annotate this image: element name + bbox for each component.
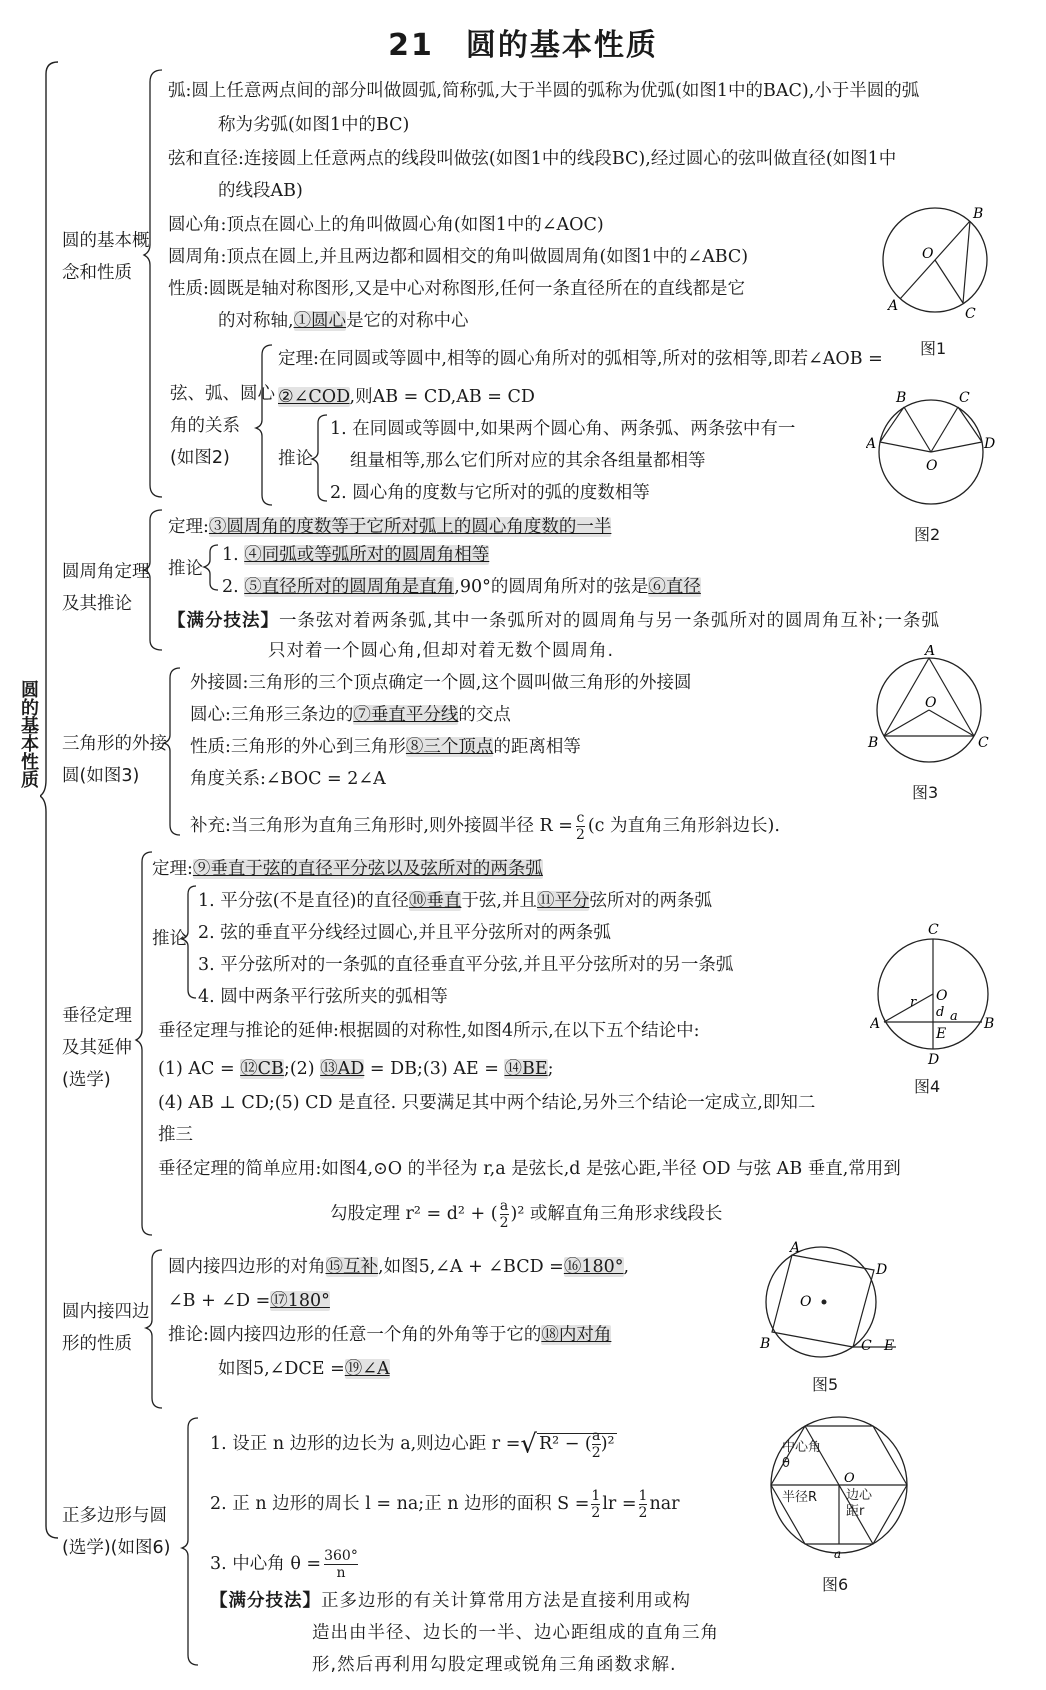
text: (1) AC = xyxy=(158,1059,241,1079)
answer-1: ①圆心 xyxy=(293,311,347,331)
label-line: (选学)(如图6) xyxy=(62,1538,171,1558)
section-label-cyclic-quad xyxy=(62,1296,150,1360)
s3-tip-a xyxy=(168,610,940,632)
s1-chord-line-b: 的线段AB) xyxy=(218,181,303,201)
section-label-text: 圆的基本概念和性质 xyxy=(62,231,150,283)
answer-16: ⑯180° xyxy=(563,1257,624,1277)
s5-results-1 xyxy=(158,1058,554,1080)
s2-corollary-1b: 组量相等,那么它们所对应的其余各组量都相等 xyxy=(350,451,706,471)
figure-4 xyxy=(870,922,1000,1072)
s3-theorem xyxy=(168,516,611,538)
text: R² − ( xyxy=(538,1434,592,1454)
text: 推论:圆内接四边形的任意一个角的外角等于它的 xyxy=(168,1325,542,1345)
numerator: a xyxy=(592,1428,601,1444)
point-label: A xyxy=(790,1240,801,1256)
text: 性质:三角形的外心到三角形 xyxy=(190,737,406,757)
text: 于弦,并且 xyxy=(461,891,537,911)
denominator: 2 xyxy=(575,827,585,843)
s7-line-3 xyxy=(210,1548,361,1581)
s5-corollary-2: 2. 弦的垂直平分线经过圆心,并且平分弦所对的两条弧 xyxy=(198,923,611,943)
text: 1. 设正 n 边形的边长为 a,则边心距 r = xyxy=(210,1434,521,1454)
section-label-polygon xyxy=(62,1500,170,1564)
s4-line-5 xyxy=(190,810,780,843)
s6-line-1 xyxy=(168,1256,629,1278)
text: 2. xyxy=(222,577,245,597)
text: 的距离相等 xyxy=(493,737,581,757)
point-label: A xyxy=(888,298,899,314)
s1-property-b xyxy=(218,310,469,332)
text: lr = xyxy=(602,1494,637,1514)
s2-corollary-1a: 1. 在同圆或等圆中,如果两个圆心角、两条弧、两条弦中有一 xyxy=(330,419,796,439)
answer-3: ③圆周角的度数等于它所对弧上的圆心角度数的一半 xyxy=(208,517,612,537)
fraction xyxy=(500,1198,509,1231)
s3-corollary-label: 推论 xyxy=(168,559,203,579)
point-label: C xyxy=(928,922,939,938)
text: 弦所对的两条弧 xyxy=(589,891,712,911)
answer-11: ⑪平分 xyxy=(536,891,590,911)
label-line: (选学) xyxy=(62,1070,111,1090)
s5-extension: 垂径定理与推论的延伸:根据圆的对称性,如图4所示,在以下五个结论中: xyxy=(158,1021,700,1041)
denominator: 2 xyxy=(499,1215,509,1231)
point-label: C xyxy=(965,306,976,322)
numerator: a xyxy=(499,1198,509,1214)
label-line: 三角形的外接 xyxy=(62,734,167,754)
point-label: D xyxy=(928,1052,940,1068)
text: )² xyxy=(600,1434,615,1454)
point-label: B xyxy=(973,206,984,222)
text: ,90°的圆周角所对的弦是 xyxy=(454,577,649,597)
answer-7: ⑦垂直平分线 xyxy=(353,705,459,725)
s2-corollary-label: 推论 xyxy=(278,449,313,469)
figure-1 xyxy=(870,200,1000,330)
text: 一条弦对着两条弧,其中一条弧所对的圆周角与另一条弧所对的圆周角互补;一条弧 xyxy=(279,611,940,631)
s1-property-a: 性质:圆既是轴对称图形,又是中心对称图形,任何一条直径所在的直线都是它 xyxy=(168,279,746,299)
text: ; xyxy=(547,1059,554,1079)
s5-corollary-3: 3. 平分弦所对的一条弧的直径垂直平分弦,并且平分弦所对的另一条弧 xyxy=(198,955,734,975)
figure-4-caption: 图4 xyxy=(914,1077,941,1096)
text: 勾股定理 r² = d² + ( xyxy=(330,1204,498,1224)
label-line: 圆(如图3) xyxy=(62,766,140,786)
s7-line-1 xyxy=(210,1428,617,1461)
denominator: 2 xyxy=(591,1505,601,1521)
s2-corollary-2: 2. 圆心角的度数与它所对的弧的度数相等 xyxy=(330,483,650,503)
point-label: A xyxy=(925,645,936,659)
answer-4: ④同弧或等弧所对的圆周角相等 xyxy=(244,545,490,565)
point-label: C xyxy=(861,1338,872,1354)
text: )² 或解直角三角形求线段长 xyxy=(510,1204,723,1224)
figure-5 xyxy=(756,1240,906,1370)
s5-application: 垂径定理的简单应用:如图4,⊙O 的半径为 r,a 是弦长,d 是弦心距,半径 OD 与弦 AB 垂直,常用到 xyxy=(158,1159,901,1179)
figure-2-caption: 图2 xyxy=(914,525,941,544)
point-label: E xyxy=(936,1026,947,1042)
point-label: C xyxy=(978,735,989,751)
page-title: 21 圆的基本性质 xyxy=(388,28,658,63)
answer-19: ⑲∠A xyxy=(344,1359,390,1379)
answer-15: ⑮互补 xyxy=(325,1257,378,1277)
s7-tip-c: 形,然后再利用勾股定理或锐角三角函数求解. xyxy=(312,1655,677,1675)
text: 圆心:三角形三条边的 xyxy=(190,705,354,725)
s3-corollary-2 xyxy=(222,576,701,598)
text: nar xyxy=(649,1494,680,1514)
point-label: B xyxy=(896,390,907,406)
numerator: 1 xyxy=(638,1488,648,1504)
s4-line-1: 外接圆:三角形的三个顶点确定一个圆,这个圆叫做三角形的外接圆 xyxy=(190,673,692,693)
numerator: 360° xyxy=(324,1548,358,1564)
figure-1-caption: 图1 xyxy=(920,339,947,358)
label-line: 角的关系 xyxy=(170,416,240,436)
answer-18: ⑱内对角 xyxy=(541,1325,612,1345)
text: 补充:当三角形为直角三角形时,则外接圆半径 R = xyxy=(190,816,573,836)
text: 如图5,∠DCE = xyxy=(218,1359,345,1379)
label-line: 弦、弧、圆心 xyxy=(170,384,275,404)
figure-3 xyxy=(864,645,994,775)
point-label: B xyxy=(760,1336,771,1352)
text: 的对称轴, xyxy=(218,311,294,331)
point-label: a xyxy=(834,1547,842,1560)
label-line: 圆周角定理 xyxy=(62,562,150,582)
s7-tip-a xyxy=(210,1590,691,1612)
point-label: O xyxy=(844,1471,855,1486)
s5-results-2: (4) AB ⊥ CD;(5) CD 是直径. 只要满足其中两个结论,另外三个结论一定成立,即知二 xyxy=(158,1093,816,1113)
s2-theorem-a: 定理:在同圆或等圆中,相等的圆心角所对的弧相等,所对的弦相等,即若∠AOB = xyxy=(278,349,883,369)
point-label: E xyxy=(884,1338,895,1354)
s6-line-4 xyxy=(218,1358,390,1380)
point-label: d xyxy=(936,1005,945,1020)
numerator: 1 xyxy=(591,1488,601,1504)
label-line: 形的性质 xyxy=(62,1334,132,1354)
figure-3-caption: 图3 xyxy=(912,783,939,802)
text: 的交点 xyxy=(458,705,511,725)
fraction xyxy=(592,1428,601,1461)
figure-2 xyxy=(866,390,996,520)
s6-line-3 xyxy=(168,1324,611,1346)
point-label: D xyxy=(984,436,996,452)
figure-6-caption: 图6 xyxy=(822,1575,849,1594)
section-label-perp-diameter xyxy=(62,1000,132,1096)
s5-corollary-1 xyxy=(198,890,712,912)
text: (c 为直角三角形斜边长). xyxy=(587,816,780,836)
text: 正多边形的有关计算常用方法是直接利用或构 xyxy=(321,1591,691,1611)
denominator: n xyxy=(336,1565,346,1581)
text: ∠B + ∠D = xyxy=(168,1291,271,1311)
figure-6 xyxy=(764,1410,914,1560)
text: 3. 中心角 θ = xyxy=(210,1554,322,1574)
text: ,如图5,∠A + ∠BCD = xyxy=(378,1257,564,1277)
s5-results-3: 推三 xyxy=(158,1125,193,1145)
label-line: 圆内接四边 xyxy=(62,1302,150,1322)
s4-line-4: 角度关系:∠BOC = 2∠A xyxy=(190,769,386,789)
answer-2: ②∠COD xyxy=(278,387,350,407)
answer-13: ⑬AD xyxy=(320,1059,365,1079)
answer-14: ⑭BE xyxy=(504,1059,548,1079)
fraction xyxy=(576,810,585,843)
point-label: O xyxy=(922,246,934,262)
text: 是它的对称中心 xyxy=(346,311,469,331)
text: , xyxy=(623,1257,630,1277)
s3-corollary-1 xyxy=(222,544,489,566)
point-label: O xyxy=(936,988,948,1004)
answer-12: ⑫CB xyxy=(240,1059,284,1079)
point-label: O xyxy=(926,458,938,474)
s7-line-2 xyxy=(210,1488,680,1521)
point-label: a xyxy=(950,1009,958,1024)
denominator: 2 xyxy=(638,1505,648,1521)
fig6-center-angle-label: 中心角θ xyxy=(782,1440,822,1471)
point-label: r xyxy=(910,995,917,1010)
answer-17: ⑰180° xyxy=(270,1291,330,1311)
label-line: (如图2) xyxy=(170,448,230,468)
s5-pythagoras xyxy=(330,1198,722,1231)
label-line: 及其延伸 xyxy=(62,1038,132,1058)
s1-central-angle: 圆心角:顶点在圆心上的角叫做圆心角(如图1中的∠AOC) xyxy=(168,215,604,235)
point-label: B xyxy=(868,735,879,751)
answer-10: ⑩垂直 xyxy=(408,891,462,911)
text: 圆内接四边形的对角 xyxy=(168,1257,326,1277)
answer-9: ⑨垂直于弦的直径平分弦以及弦所对的两条弧 xyxy=(192,859,543,879)
text: 1. xyxy=(222,545,245,565)
tip-label: 【满分技法】 xyxy=(168,611,279,631)
fraction xyxy=(639,1488,648,1521)
s1-arc-line-b: 称为劣弧(如图1中的BC) xyxy=(218,115,410,135)
text: ;(2) xyxy=(283,1059,321,1079)
section-label-circumcircle xyxy=(62,728,167,792)
section-label-inscribed xyxy=(62,556,150,620)
s3-tip-b: 只对着一个圆心角,但却对着无数个圆周角. xyxy=(268,641,615,661)
s2-theorem-b xyxy=(278,386,535,408)
text: 定理: xyxy=(168,517,209,537)
point-label: A xyxy=(870,1016,881,1032)
fraction xyxy=(591,1488,600,1521)
answer-6: ⑥直径 xyxy=(648,577,701,597)
answer-8: ⑧三个顶点 xyxy=(405,737,494,757)
text: = DB;(3) AE = xyxy=(364,1059,505,1079)
label-line: 及其推论 xyxy=(62,594,132,614)
numerator: c xyxy=(576,810,585,826)
section-label-basic xyxy=(62,225,152,289)
s4-line-3 xyxy=(190,736,581,758)
sqrt-sign: √ xyxy=(520,1429,537,1460)
text: 2. 正 n 边形的周长 l = na;正 n 边形的面积 S = xyxy=(210,1494,590,1514)
point-label: C xyxy=(959,390,970,406)
section-label-chord-arc xyxy=(170,378,275,474)
label-line: 垂径定理 xyxy=(62,1006,132,1026)
s5-theorem xyxy=(152,858,543,880)
s7-tip-b: 造出由半径、边长的一半、边心距组成的直角三角 xyxy=(312,1623,719,1643)
s5-corollary-4: 4. 圆中两条平行弦所夹的弧相等 xyxy=(198,987,448,1007)
tip-label: 【满分技法】 xyxy=(210,1591,321,1611)
denominator: 2 xyxy=(591,1445,601,1461)
fig6-apothem-label: 边心距r xyxy=(846,1488,873,1519)
s4-line-2 xyxy=(190,704,511,726)
s5-corollary-label: 推论 xyxy=(152,929,187,949)
label-line: 正多边形与圆 xyxy=(62,1506,167,1526)
figure-5-caption: 图5 xyxy=(812,1375,839,1394)
point-label: O xyxy=(925,695,937,711)
text: 定理: xyxy=(152,859,193,879)
s6-line-2 xyxy=(168,1290,330,1312)
point-label: D xyxy=(876,1262,888,1278)
fig6-radius-label: 半径R xyxy=(782,1490,818,1505)
point-label: A xyxy=(866,436,877,452)
s1-chord-line-a: 弦和直径:连接圆上任意两点的线段叫做弦(如图1中的线段BC),经过圆心的弦叫做直径(如图1中 xyxy=(168,149,897,169)
s1-inscribed-angle: 圆周角:顶点在圆上,并且两边都和圆相交的角叫做圆周角(如图1中的∠ABC) xyxy=(168,247,749,267)
point-label: O xyxy=(800,1294,812,1310)
main-label: 圆的基本性质 xyxy=(18,680,39,788)
s1-arc-line-a: 弧:圆上任意两点间的部分叫做圆弧,简称弧,大于半圆的弧称为优弧(如图1中的BAC),小于半圆的弧 xyxy=(168,81,920,101)
point-label: B xyxy=(984,1016,995,1032)
text: ,则AB = CD,AB = CD xyxy=(349,387,535,407)
radicand xyxy=(537,1428,617,1461)
fraction xyxy=(324,1548,358,1581)
text: 1. 平分弦(不是直径)的直径 xyxy=(198,891,409,911)
answer-5: ⑤直径所对的圆周角是直角 xyxy=(244,577,455,597)
